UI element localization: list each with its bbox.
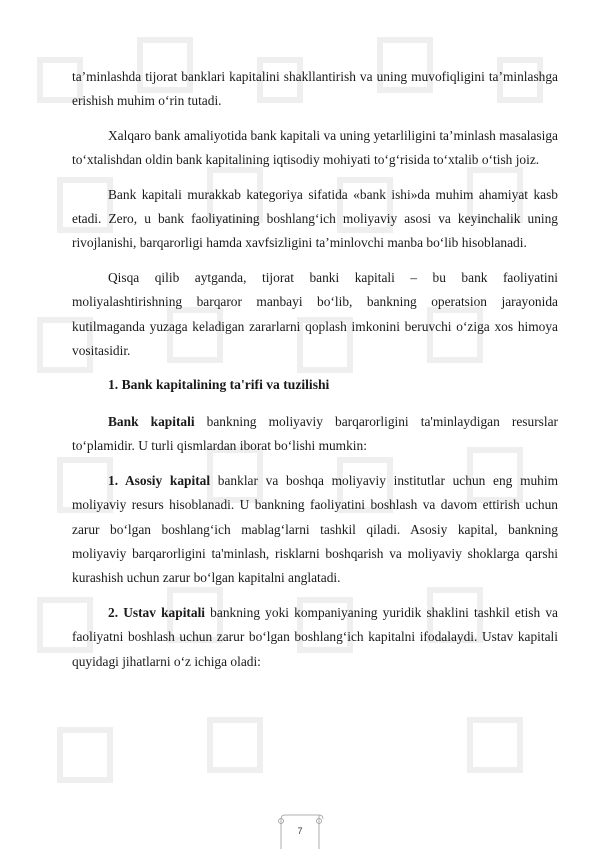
paragraph-bank-capital-category: Bank kapitali murakkab kategoriya sifatida «bank ishi»da muhim ahamiyat kasb etadi. Zero, u bank faoliyatining boshlang‘ich moliyaviy asosi va keyinchalik uning rivojlanishi, barqarorligi hamda xavfsizligini ta’minlovchi manba bo‘lib hisoblanadi. <box>72 186 558 251</box>
page-number: 7 <box>297 826 303 836</box>
term-core-capital: 1. Asosiy kapital <box>108 472 211 488</box>
term-charter-capital: 2. Ustav kapitali <box>108 604 206 620</box>
paragraph-international-practice: Xalqaro bank amaliyotida bank kapitali va uning yetarliligini ta’minlash masalasiga to‘xtalishdan oldin bank kapitalining iqtisodiy mohiyati to‘g‘risida to‘xtalib o‘tish joiz. <box>72 127 558 168</box>
paragraph-core-capital <box>72 469 558 591</box>
term-bank-capital: Bank kapitali <box>108 413 195 429</box>
definition-text: bankning moliyaviy barqarorligini ta'minlaydigan resurslar to‘plamidir. U turli qismlardan iborat bo‘lishi mumkin: <box>72 413 558 454</box>
paragraph-intro-continuation: ta’minlashda tijorat banklari kapitalini shakllantirish va uning muvofiqligini ta’minlashga erishish muhim o‘rin tutadi. <box>72 69 558 109</box>
paragraph-charter-capital <box>72 601 558 674</box>
section-heading: 1. Bank kapitalining ta'rifi va tuzilishi <box>108 377 330 393</box>
core-capital-text: banklar va boshqa moliyaviy institutlar uchun eng muhim moliyaviy resurs hisoblanadi. U bankning faoliyatini boshlash va davom ettirish uchun zarur bo‘lgan boshlang‘ich mablag‘larni tashkil qiladi. Asosiy kapital, bankning moliyaviy barqarorligini ta'minlash, risklarni boshqarish va moliyaviy shoklarga qarshi kurashish uchun zarur bo‘lgan kapitalni anglatadi. <box>72 472 559 586</box>
document-body <box>72 65 558 675</box>
paragraph-bank-capital-definition <box>72 410 558 459</box>
charter-capital-text: bankning yoki kompaniyaning yuridik shaklini tashkil etish va faoliyatni boshlash uchun zarur bo‘lgan boshlang‘ich kapitalni ifodalaydi. Ustav kapitali quyidagi jihatlarni o‘z ichiga oladi: <box>72 604 559 669</box>
page-number-scroll <box>275 813 325 853</box>
paragraph-capital-summary: Qisqa qilib aytganda, tijorat banki kapitali – bu bank faoliyatini moliyalashtirishning barqaror manbayi bo‘lib, bankning operatsion jarayonida kutilmaganda yuzaga keladigan zararlarni qoplash imkonini beruvchi o‘ziga xos himoya vositasidir. <box>72 269 558 359</box>
